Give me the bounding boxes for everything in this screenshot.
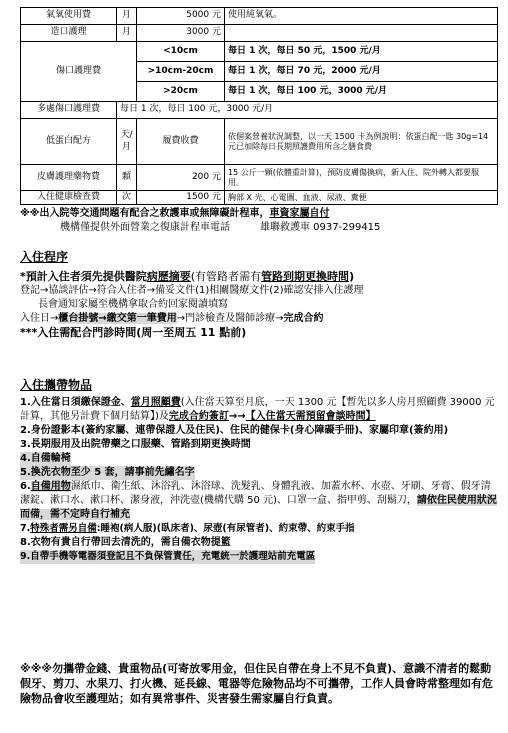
- procedure-time-note: ***入住需配合門診時間(周一至周五 11 點前): [20, 326, 247, 339]
- section-title: 入住程序: [20, 250, 69, 264]
- notice-text: 機構僅提供外面營業之復康計程車電話: [60, 222, 230, 233]
- table-row: [21, 165, 498, 191]
- item-text: 1.入住當日須繳保證金、: [20, 397, 131, 408]
- fee-amount: 5000 元: [137, 8, 225, 25]
- table-row: [21, 119, 498, 165]
- procedure-text: 入住日→: [20, 313, 59, 324]
- item-line: 2.身份證影本(簽約家屬、連帶保證人及住民)、住民的健保卡(身心障礙手冊)、家屬印章(簽約用): [20, 425, 449, 436]
- item-text: 7.: [20, 523, 31, 534]
- procedure-emphasis: 櫃台掛號→繳交第一筆費用: [58, 313, 177, 324]
- fee-sub-label: 履費收費: [137, 119, 225, 165]
- item-line: 3.長期服用及出院帶藥之口服藥、管路到期更換時間: [20, 439, 251, 450]
- table-row: [21, 102, 498, 119]
- procedure-text: ): [349, 270, 355, 283]
- fee-item: 皮膚護理藥物費: [21, 165, 117, 191]
- item-line: 5.換洗衣物至少 5 套，請事前先繡名字: [20, 467, 195, 478]
- fee-note: [225, 25, 498, 42]
- item-text: :睡袍(病人服)(臥床者)、尿壺(有尿管者)、約束帶、約束手指: [96, 523, 355, 534]
- warning-note: ※※※勿攜帶金錢、貴重物品(可寄放零用金，但住民自帶在身上不見不負責)、意識不清者的鬆動假牙、剪刀、水果刀、打火機、延長線、電器等危險物品均不可攜帶，工作人員會時常整理如有危險物品會收至護理站；如有異常事件、災害發生需家屬自行負責。: [20, 662, 493, 705]
- fee-unit: 次: [117, 191, 137, 205]
- item-emphasis: 當月照顧費: [130, 397, 181, 408]
- fee-item: 低蛋白配方: [21, 119, 117, 165]
- wound-size: <10cm: [137, 42, 225, 62]
- fee-note: 15 公斤一顆(依體重計算)，預防皮膚傷換病，新入住、院外轉入都要服用。: [225, 165, 498, 191]
- item-line: 8.衣物有貴自行帶回去清洗的，需自備衣物提籃: [20, 537, 231, 548]
- procedure-emphasis: 管路到期更換時間: [261, 270, 350, 283]
- ambulance-phone: 雄聯救護車 0937-299415: [260, 222, 381, 233]
- procedure-emphasis: 完成合約: [283, 313, 324, 324]
- procedure-emphasis: 病歷摘要: [146, 270, 191, 283]
- wound-size: >20cm: [137, 82, 225, 102]
- fee-item: 氣氧使用費: [21, 8, 117, 25]
- procedure-text: →門診檢查及醫師診療→: [176, 313, 284, 324]
- fee-note: 每日 1 次，每日 50 元，1500 元/月: [225, 42, 498, 62]
- table-row: [21, 8, 498, 25]
- item-text: →→: [228, 411, 246, 422]
- admission-procedure-section: [20, 250, 498, 340]
- fee-note: 每日 1 次，每日 70 元，2000 元/月: [225, 62, 498, 82]
- section-title: 入住攜帶物品: [20, 378, 93, 392]
- notice-emphasis: 車資家屬自付: [269, 208, 330, 219]
- notice-text: ※※出入院等交通問題有配合之救護車或無障礙計程車，: [20, 208, 270, 219]
- procedure-text: (有管路者需有: [190, 270, 262, 283]
- fee-table: [20, 7, 498, 205]
- table-row: [21, 25, 498, 42]
- item-emphasis: 完成合約簽訂: [168, 411, 229, 422]
- fee-note: 使用純氧氣。: [225, 8, 498, 25]
- procedure-step: 長會通知家屬至機構拿取合約回家閱讀填寫: [38, 299, 228, 310]
- table-row: [21, 191, 498, 205]
- fee-note: 胸部 X 光、心電圖、血液、尿液、糞便: [225, 191, 498, 205]
- fee-unit: 顆: [117, 165, 137, 191]
- transport-notice: [20, 207, 498, 235]
- item-emphasis: 請依住民使用狀況而備，需不定時自行補充: [20, 495, 497, 520]
- items-to-bring-section: [20, 378, 498, 564]
- fee-item: 入住健康檢查費: [21, 191, 117, 205]
- fee-note: 每日 1 次，每日 100 元，3000 元/月: [225, 82, 498, 102]
- item-emphasis: 特殊者需另自備: [30, 523, 97, 534]
- fee-unit: 天/月: [117, 119, 137, 165]
- wound-size: >10cm-20cm: [137, 62, 225, 82]
- fee-item: 傷口護理費: [21, 42, 137, 102]
- item-text: 濕紙巾、衛生紙、沐浴乳、沐浴球、洗髮乳、身體乳液、加蓋水杯、水壺、牙刷、牙膏、假牙清潔錠、漱口水、漱口杯、潔身液，沖洗壺(機構代購 50 元)、口罩一盒、指甲剪、刮鬍刀，: [20, 481, 491, 506]
- item-text: (入住當天算至月底，一天 1300 元【暫先以多人: [180, 397, 397, 408]
- table-row: [21, 42, 498, 62]
- fee-unit: 月: [117, 25, 137, 42]
- fee-note: 每日 1 次，每日 100 元，3000 元/月: [117, 102, 498, 119]
- fee-amount: 3000 元: [137, 25, 225, 42]
- fee-item: 造口護理: [21, 25, 117, 42]
- procedure-step: 登記→協談評估→符合入住者→備妥文件(1)相關醫療文件(2)確認安排入住護理: [20, 285, 364, 296]
- fee-amount: 200 元: [137, 165, 225, 191]
- item-line: 9.自帶手機等電器須登記且不負保管責任，充電統一於護理站前充電區: [20, 551, 316, 562]
- fee-unit: 月: [117, 8, 137, 25]
- item-text: 6.: [20, 481, 31, 492]
- item-line: 4.自備輪椅: [20, 453, 71, 464]
- procedure-text: *預計入住者須先提供醫院: [20, 270, 147, 283]
- item-emphasis: 自備用物: [30, 481, 71, 492]
- item-emphasis: 【入住當天需預留會談時間】: [245, 411, 376, 422]
- fee-amount: 1500 元: [137, 191, 225, 205]
- item-text: 房月照顧費 39000 元計算，其他另計費下個月結算】)及: [20, 397, 495, 422]
- fee-note: 依個案營養狀況調整，以一天 1500 卡為例說明：依蛋白配一匙 30g=14 元已加除每日長期照護費用所含之膳食費: [225, 119, 498, 165]
- fee-item: 多處傷口護理費: [21, 102, 117, 119]
